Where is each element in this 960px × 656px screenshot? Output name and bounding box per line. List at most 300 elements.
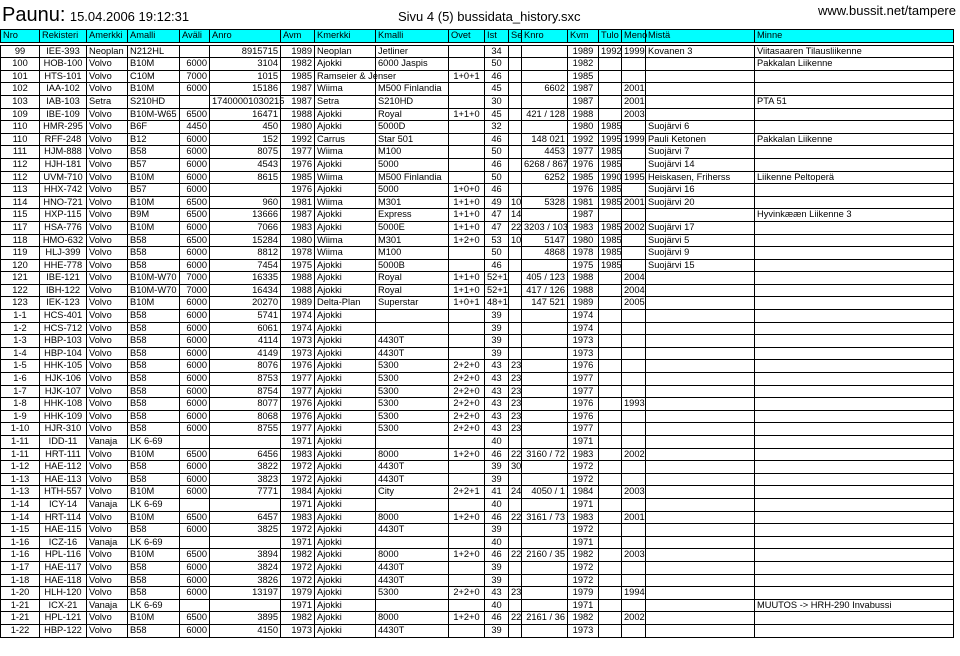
table-cell: B58	[128, 360, 180, 373]
table-cell: B10M	[128, 171, 180, 184]
table-cell: 8000	[376, 511, 449, 524]
column-header: Kvm	[568, 30, 599, 43]
table-cell: 1971	[568, 536, 599, 549]
table-cell: Wiima	[315, 247, 376, 260]
table-cell	[646, 612, 755, 625]
table-cell	[210, 599, 281, 612]
table-cell: Volvo	[87, 196, 128, 209]
table-cell	[599, 95, 622, 108]
table-cell: 7000	[180, 70, 210, 83]
table-cell	[622, 436, 646, 449]
table-cell: 122	[1, 284, 40, 297]
table-cell: B10M-W65	[128, 108, 180, 121]
table-cell: 1985	[599, 247, 622, 260]
table-cell	[755, 511, 954, 524]
table-cell: 6602	[522, 83, 568, 96]
table-cell: 1976	[281, 410, 315, 423]
table-cell: 6000	[180, 58, 210, 71]
table-cell	[522, 410, 568, 423]
table-cell: M500 Finlandia	[376, 171, 449, 184]
table-cell	[622, 599, 646, 612]
table-row	[1, 158, 954, 171]
table-cell: 39	[485, 347, 509, 360]
table-cell: 13666	[210, 209, 281, 222]
table-cell	[646, 461, 755, 474]
table-cell: Ajokki	[315, 209, 376, 222]
table-cell: Superstar	[376, 297, 449, 310]
table-cell: 123	[1, 297, 40, 310]
table-cell: 1977	[281, 373, 315, 386]
table-cell	[509, 536, 522, 549]
table-cell: 23	[509, 410, 522, 423]
table-cell	[522, 360, 568, 373]
table-cell: 8068	[210, 410, 281, 423]
table-cell: Volvo	[87, 121, 128, 134]
table-cell: 2002	[622, 221, 646, 234]
table-cell	[210, 436, 281, 449]
table-cell: 40	[485, 498, 509, 511]
table-cell	[622, 209, 646, 222]
table-cell: 1977	[281, 423, 315, 436]
table-cell	[522, 335, 568, 348]
table-cell: Suojärvi 16	[646, 184, 755, 197]
table-cell: 43	[485, 423, 509, 436]
column-header: Aväli	[180, 30, 210, 43]
table-cell: 119	[1, 247, 40, 260]
table-cell: 2+2+0	[449, 410, 485, 423]
table-cell: Volvo	[87, 133, 128, 146]
column-header: Nro	[1, 30, 40, 43]
table-cell	[646, 297, 755, 310]
column-header: Kmalli	[376, 30, 449, 43]
table-cell: 1-11	[1, 436, 40, 449]
table-cell: B58	[128, 373, 180, 386]
table-cell	[599, 423, 622, 436]
table-cell: 1975	[281, 259, 315, 272]
table-cell	[509, 284, 522, 297]
table-cell: 2003	[622, 549, 646, 562]
table-cell: Volvo	[87, 247, 128, 260]
table-cell: Volvo	[87, 272, 128, 285]
table-cell: 6000	[180, 561, 210, 574]
table-cell: 1+0+1	[449, 70, 485, 83]
table-cell: 99	[1, 45, 40, 58]
table-cell	[522, 373, 568, 386]
table-cell: LK 6-69	[128, 599, 180, 612]
table-cell: 15186	[210, 83, 281, 96]
table-cell: 2+2+0	[449, 385, 485, 398]
table-cell	[755, 436, 954, 449]
table-cell	[755, 448, 954, 461]
table-cell	[509, 322, 522, 335]
table-cell	[522, 473, 568, 486]
table-cell: 6252	[522, 171, 568, 184]
table-cell: HRT-114	[40, 511, 87, 524]
table-cell: B10M	[128, 83, 180, 96]
table-cell: Suojärvi 5	[646, 234, 755, 247]
table-cell: Volvo	[87, 549, 128, 562]
table-cell: HMO-632	[40, 234, 87, 247]
table-cell	[622, 536, 646, 549]
table-cell: 22	[509, 511, 522, 524]
table-cell: 1972	[568, 574, 599, 587]
table-cell	[622, 473, 646, 486]
table-cell: 5147	[522, 234, 568, 247]
table-cell: 5000D	[376, 121, 449, 134]
table-cell	[376, 498, 449, 511]
table-cell: 1-7	[1, 385, 40, 398]
table-cell: 117	[1, 221, 40, 234]
table-cell	[509, 310, 522, 323]
table-cell: Ajokki	[315, 259, 376, 272]
table-cell: Ajokki	[315, 410, 376, 423]
table-cell: 43	[485, 373, 509, 386]
table-cell: Delta-Plan	[315, 297, 376, 310]
table-cell: 8753	[210, 373, 281, 386]
table-cell: 6000	[180, 335, 210, 348]
table-cell: 1971	[281, 599, 315, 612]
table-cell: 1973	[281, 624, 315, 637]
table-row	[1, 398, 954, 411]
table-cell: 8000	[376, 448, 449, 461]
table-cell: N212HL	[128, 45, 180, 58]
table-cell: Volvo	[87, 624, 128, 637]
table-cell: HAE-113	[40, 473, 87, 486]
table-row	[1, 83, 954, 96]
table-cell: M500 Finlandia	[376, 83, 449, 96]
table-row	[1, 385, 954, 398]
table-cell	[449, 133, 485, 146]
column-header: Ovet	[449, 30, 485, 43]
table-cell	[755, 146, 954, 159]
table-cell: LK 6-69	[128, 498, 180, 511]
table-cell: 1971	[281, 436, 315, 449]
table-cell	[599, 461, 622, 474]
table-cell	[622, 347, 646, 360]
table-cell: IBE-121	[40, 272, 87, 285]
table-cell: 6500	[180, 549, 210, 562]
table-cell: Suojärvi 7	[646, 146, 755, 159]
table-cell: 6000	[180, 171, 210, 184]
table-cell	[646, 549, 755, 562]
table-cell: 50	[485, 146, 509, 159]
table-cell: 16471	[210, 108, 281, 121]
table-cell: Volvo	[87, 108, 128, 121]
table-cell: 52+1	[485, 284, 509, 297]
table-cell	[509, 574, 522, 587]
table-cell	[599, 347, 622, 360]
table-cell: 112	[1, 171, 40, 184]
table-cell: B58	[128, 234, 180, 247]
table-cell	[646, 373, 755, 386]
table-cell: 2+2+0	[449, 360, 485, 373]
table-cell: 1985	[599, 259, 622, 272]
table-cell: 3104	[210, 58, 281, 71]
column-header: Minne	[755, 30, 954, 43]
table-cell	[599, 70, 622, 83]
table-cell	[622, 146, 646, 159]
table-cell: 3823	[210, 473, 281, 486]
table-cell: 5328	[522, 196, 568, 209]
table-cell	[522, 574, 568, 587]
table-cell: 113	[1, 184, 40, 197]
table-cell: 8754	[210, 385, 281, 398]
table-cell: B12	[128, 133, 180, 146]
table-cell: M301	[376, 234, 449, 247]
table-cell: 1973	[568, 347, 599, 360]
table-cell	[755, 574, 954, 587]
table-cell: 1-14	[1, 498, 40, 511]
table-cell: 1984	[281, 486, 315, 499]
table-cell: 22	[509, 221, 522, 234]
table-cell	[622, 561, 646, 574]
table-cell	[449, 121, 485, 134]
table-cell: 5000	[376, 158, 449, 171]
table-row	[1, 473, 954, 486]
table-cell	[755, 385, 954, 398]
table-cell: 1977	[568, 423, 599, 436]
table-cell: Volvo	[87, 297, 128, 310]
table-cell	[449, 524, 485, 537]
table-cell: 39	[485, 461, 509, 474]
table-cell: Ajokki	[315, 335, 376, 348]
table-cell: IEK-123	[40, 297, 87, 310]
table-cell	[755, 83, 954, 96]
table-cell: RFF-248	[40, 133, 87, 146]
table-cell: 4430T	[376, 561, 449, 574]
table-cell	[599, 574, 622, 587]
table-cell: Volvo	[87, 58, 128, 71]
table-row	[1, 549, 954, 562]
table-cell	[622, 574, 646, 587]
table-cell: Ajokki	[315, 360, 376, 373]
table-cell: 1982	[568, 612, 599, 625]
table-cell: 152	[210, 133, 281, 146]
table-cell: 1979	[281, 587, 315, 600]
table-cell	[509, 473, 522, 486]
table-cell: IEE-393	[40, 45, 87, 58]
table-cell: UVM-710	[40, 171, 87, 184]
table-cell	[599, 612, 622, 625]
table-cell: B58	[128, 247, 180, 260]
column-header: Rekisteri	[40, 30, 87, 43]
table-cell: 1988	[281, 284, 315, 297]
table-cell: Volvo	[87, 209, 128, 222]
table-cell: Carrus	[315, 133, 376, 146]
table-cell: 1-15	[1, 524, 40, 537]
table-cell	[509, 70, 522, 83]
table-cell	[509, 259, 522, 272]
document-title	[2, 4, 189, 27]
table-cell: 7454	[210, 259, 281, 272]
column-header: Knro	[522, 30, 568, 43]
table-cell: 1972	[568, 473, 599, 486]
table-cell: Volvo	[87, 385, 128, 398]
table-cell	[755, 461, 954, 474]
table-cell	[622, 335, 646, 348]
table-cell: HMR-295	[40, 121, 87, 134]
table-row	[1, 461, 954, 474]
table-cell: 8076	[210, 360, 281, 373]
table-cell: Suojärvi 14	[646, 158, 755, 171]
table-cell: Suojärvi 9	[646, 247, 755, 260]
table-cell	[509, 524, 522, 537]
table-cell: 46	[485, 448, 509, 461]
table-cell	[599, 83, 622, 96]
table-cell	[599, 524, 622, 537]
table-cell	[646, 599, 755, 612]
table-cell	[599, 398, 622, 411]
table-cell	[449, 335, 485, 348]
table-cell	[522, 461, 568, 474]
table-cell: M100	[376, 247, 449, 260]
table-cell: 1977	[568, 146, 599, 159]
table-cell: C10M	[128, 70, 180, 83]
table-cell	[755, 624, 954, 637]
table-cell: 1990	[599, 171, 622, 184]
table-cell: 3894	[210, 549, 281, 562]
table-cell: Wiima	[315, 146, 376, 159]
table-cell: Ajokki	[315, 486, 376, 499]
table-cell: 4868	[522, 247, 568, 260]
table-cell	[599, 108, 622, 121]
table-cell	[755, 423, 954, 436]
table-cell: Ajokki	[315, 599, 376, 612]
table-cell: Volvo	[87, 335, 128, 348]
table-cell: Volvo	[87, 461, 128, 474]
table-cell: Volvo	[87, 448, 128, 461]
table-cell: 23	[509, 360, 522, 373]
table-cell: B58	[128, 335, 180, 348]
table-cell: 1974	[568, 322, 599, 335]
table-cell	[755, 284, 954, 297]
table-cell: Royal	[376, 272, 449, 285]
table-cell	[522, 322, 568, 335]
table-cell: Vanaja	[87, 498, 128, 511]
table-cell	[755, 360, 954, 373]
table-cell: Ajokki	[315, 184, 376, 197]
table-cell: 6500	[180, 511, 210, 524]
table-cell: 1015	[210, 70, 281, 83]
table-cell: Viitasaaren Tilausliikenne	[755, 45, 954, 58]
table-cell	[599, 498, 622, 511]
table-cell: 1973	[568, 624, 599, 637]
table-row	[1, 70, 954, 83]
table-cell	[449, 146, 485, 159]
table-cell: LK 6-69	[128, 536, 180, 549]
table-cell	[646, 58, 755, 71]
table-cell	[755, 486, 954, 499]
table-cell: Volvo	[87, 221, 128, 234]
table-cell: M100	[376, 146, 449, 159]
table-cell: 1982	[281, 58, 315, 71]
table-cell	[509, 335, 522, 348]
column-header: Amerkki	[87, 30, 128, 43]
table-cell	[599, 448, 622, 461]
table-cell	[509, 146, 522, 159]
table-cell: HAE-115	[40, 524, 87, 537]
table-cell: 43	[485, 398, 509, 411]
table-cell	[509, 247, 522, 260]
table-cell	[755, 612, 954, 625]
table-row	[1, 171, 954, 184]
table-cell: 13197	[210, 587, 281, 600]
table-row	[1, 108, 954, 121]
table-cell	[599, 310, 622, 323]
table-cell	[622, 121, 646, 134]
table-cell: B10M	[128, 58, 180, 71]
table-cell: B58	[128, 461, 180, 474]
table-cell: 6000	[180, 587, 210, 600]
table-cell: Neoplan	[87, 45, 128, 58]
table-row	[1, 561, 954, 574]
table-cell: Ajokki	[315, 108, 376, 121]
table-cell	[180, 498, 210, 511]
table-cell: LK 6-69	[128, 436, 180, 449]
table-cell: 1+1+0	[449, 196, 485, 209]
column-header: Kmerkki	[315, 30, 376, 43]
table-cell: 8812	[210, 247, 281, 260]
table-cell: Volvo	[87, 322, 128, 335]
table-cell: 46	[485, 511, 509, 524]
table-cell	[755, 373, 954, 386]
table-cell: 6000	[180, 247, 210, 260]
table-cell: 6000	[180, 347, 210, 360]
table-cell	[599, 536, 622, 549]
table-cell: B10M	[128, 549, 180, 562]
table-cell: 5300	[376, 360, 449, 373]
table-cell: 52+1	[485, 272, 509, 285]
table-cell: Volvo	[87, 171, 128, 184]
table-cell: 1-16	[1, 549, 40, 562]
table-cell: 22	[509, 448, 522, 461]
table-cell: HTH-557	[40, 486, 87, 499]
table-cell: 47	[485, 209, 509, 222]
table-cell: 1982	[281, 612, 315, 625]
table-cell	[376, 310, 449, 323]
table-cell	[449, 45, 485, 58]
table-cell: 24	[509, 486, 522, 499]
table-row	[1, 524, 954, 537]
table-cell	[509, 561, 522, 574]
table-cell	[755, 587, 954, 600]
table-cell: Volvo	[87, 524, 128, 537]
column-header: Tulo	[599, 30, 622, 43]
table-cell	[449, 461, 485, 474]
table-cell: B58	[128, 398, 180, 411]
table-cell	[622, 234, 646, 247]
table-cell: 6500	[180, 448, 210, 461]
table-cell: S210HD	[376, 95, 449, 108]
table-cell	[622, 498, 646, 511]
table-cell	[646, 448, 755, 461]
table-cell	[449, 347, 485, 360]
table-cell	[755, 184, 954, 197]
table-cell: 41	[485, 486, 509, 499]
table-cell	[646, 536, 755, 549]
table-cell: 8000	[376, 549, 449, 562]
table-cell: 39	[485, 473, 509, 486]
table-row	[1, 486, 954, 499]
table-cell	[509, 297, 522, 310]
table-cell	[522, 498, 568, 511]
table-cell	[449, 95, 485, 108]
table-cell: 2+2+0	[449, 423, 485, 436]
table-cell: ICY-14	[40, 498, 87, 511]
table-cell: Ajokki	[315, 574, 376, 587]
table-cell	[755, 272, 954, 285]
table-cell	[755, 322, 954, 335]
